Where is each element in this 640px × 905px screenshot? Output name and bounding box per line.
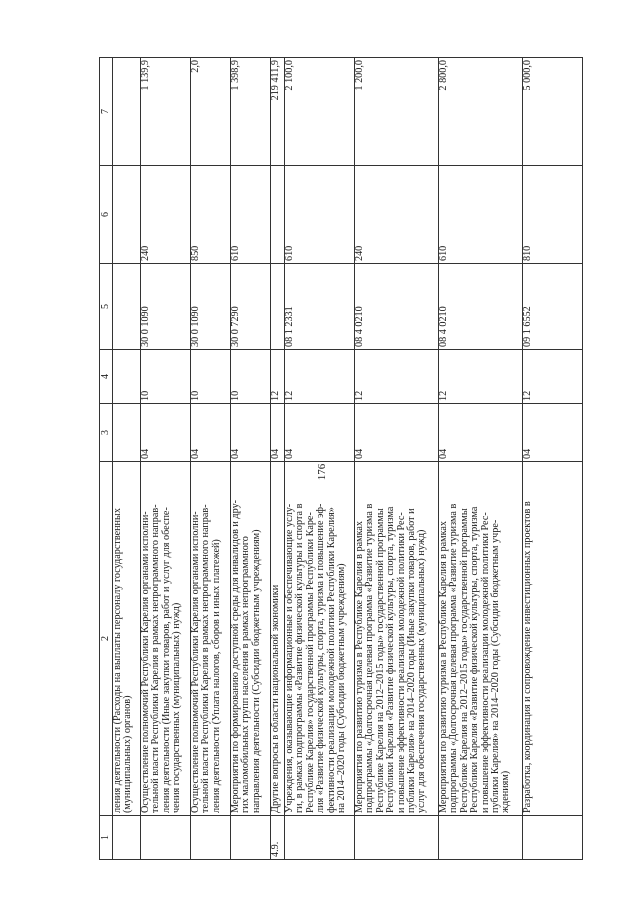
row-expense-type: 610 — [439, 166, 523, 264]
row-section — [113, 404, 141, 462]
row-target-code — [271, 264, 285, 350]
table-row — [113, 58, 141, 860]
header-col-5: 5 — [100, 264, 113, 350]
budget-table-sheet — [99, 58, 621, 860]
row-target-code: 08 4 0210 — [439, 264, 523, 350]
header-col-3: 3 — [100, 404, 113, 462]
table-row — [141, 58, 191, 860]
row-amount: 5 000,0 — [523, 58, 583, 166]
row-name: Осуществление полномочий Республики Карелия органами исполни- тельной власти Республики Карелия в рамках непрограммного направ- ления деятельности (Уплата налогов, сборов и иных платежей) — [191, 462, 231, 816]
row-number — [191, 816, 231, 860]
row-name: Мероприятия по развитию туризма в Республике Карелия в рамках подпрограммы «Долгосрочная целевая программа «Развитие туризма в Республике Карелия на 2012–2015 годы» государственной программы Республики Карелия «Развитие физической культуры, спорта, туризма и повышение эффективности реализации молодежной политики Рес- публики Карелия» на 2014–2020 годы (Субсидии бюджетным учре- ждениям) — [439, 462, 523, 816]
row-name: Мероприятия по формированию доступной среды для инвалидов и дру- гих маломобильных групп населения в рамках непрограммного направления деятельности (Субсидии бюджетным учреждениям) — [231, 462, 271, 816]
row-subsection: 12 — [355, 350, 439, 404]
table-row — [231, 58, 271, 860]
table-row — [285, 58, 355, 860]
row-name: Мероприятия по развитию туризма в Республике Карелия в рамках подпрограммы «Долгосрочная целевая программа «Развитие туризма в Республике Карелия на 2012–2015 годы» государственной программы Республики Карелия «Развитие физической культуры, спорта, туризма и повышение эффективности реализации молодежной политики Рес- публики Карелия» на 2014–2020 годы (Иные закупки товаров, работ и услуг для обеспечения государственных (муниципальных) нужд) — [355, 462, 439, 816]
header-col-1: 1 — [100, 816, 113, 860]
header-col-2: 2 — [100, 462, 113, 816]
row-number — [141, 816, 191, 860]
row-name: ления деятельности (Расходы на выплаты персоналу государственных (муниципальных) органов) — [113, 462, 141, 816]
row-section: 04 — [523, 404, 583, 462]
budget-table — [99, 57, 583, 860]
row-subsection: 12 — [285, 350, 355, 404]
row-subsection: 10 — [231, 350, 271, 404]
row-amount: 219 411,9 — [271, 58, 285, 166]
row-expense-type: 240 — [355, 166, 439, 264]
row-amount: 1 398,9 — [231, 58, 271, 166]
row-expense-type — [271, 166, 285, 264]
row-subsection: 12 — [271, 350, 285, 404]
row-section: 04 — [231, 404, 271, 462]
header-col-4: 4 — [100, 350, 113, 404]
row-section: 04 — [285, 404, 355, 462]
row-section: 04 — [355, 404, 439, 462]
row-amount — [113, 58, 141, 166]
row-expense-type: 810 — [523, 166, 583, 264]
row-number — [285, 816, 355, 860]
row-subsection: 12 — [439, 350, 523, 404]
table-row — [439, 58, 523, 860]
row-subsection — [113, 350, 141, 404]
row-expense-type: 240 — [141, 166, 191, 264]
row-target-code: 08 4 0210 — [355, 264, 439, 350]
row-expense-type: 610 — [285, 166, 355, 264]
row-name: Другие вопросы в области национальной экономики — [271, 462, 285, 816]
row-amount: 2 800,0 — [439, 58, 523, 166]
table-row — [355, 58, 439, 860]
row-target-code — [113, 264, 141, 350]
row-number — [231, 816, 271, 860]
row-subsection: 10 — [191, 350, 231, 404]
row-target-code: 08 1 2331 — [285, 264, 355, 350]
row-section: 04 — [271, 404, 285, 462]
table-row — [271, 58, 285, 860]
row-section: 04 — [439, 404, 523, 462]
row-number — [113, 816, 141, 860]
row-section: 04 — [141, 404, 191, 462]
row-section: 04 — [191, 404, 231, 462]
row-name: Осуществление полномочий Республики Карелия органами исполни- тельной власти Республики Карелия в рамках непрограммного направ- ления деятельности (Иные закупки товаров, работ и услуг для обеспе- чения государственных (муниципальных) нужд) — [141, 462, 191, 816]
page-number: 176 — [316, 463, 328, 481]
row-number: 4.9. — [271, 816, 285, 860]
row-expense-type: 850 — [191, 166, 231, 264]
row-number — [523, 816, 583, 860]
row-amount: 1 139,9 — [141, 58, 191, 166]
row-subsection: 10 — [141, 350, 191, 404]
table-row — [191, 58, 231, 860]
row-number — [355, 816, 439, 860]
header-col-6: 6 — [100, 166, 113, 264]
row-subsection: 12 — [523, 350, 583, 404]
row-target-code: 30 0 7290 — [231, 264, 271, 350]
header-col-7: 7 — [100, 58, 113, 166]
row-amount: 2 100,0 — [285, 58, 355, 166]
header-row — [100, 58, 113, 860]
row-name: Учреждения, оказывающие информационные и обеспечивающие услу- ги, в рамках подпрограммы «Развитие физической культуры и спорта в Республике Карелия» государственной программы Республики Каре- лия «Развитие физической культуры, спорта, туризма и повышение эф- фективности реализации молодежной политики Республики Карелия» на 2014–2020 годы (Субсидии бюджетным учреждениям) — [285, 462, 355, 816]
row-target-code: 30 0 1090 — [191, 264, 231, 350]
row-target-code: 30 0 1090 — [141, 264, 191, 350]
row-number — [439, 816, 523, 860]
row-target-code: 09 1 6552 — [523, 264, 583, 350]
row-expense-type: 610 — [231, 166, 271, 264]
row-amount: 1 200,0 — [355, 58, 439, 166]
table-row — [523, 58, 583, 860]
row-expense-type — [113, 166, 141, 264]
row-amount: 2,0 — [191, 58, 231, 166]
row-name: Разработка, координация и сопровождение инвестиционных проектов в — [523, 462, 583, 816]
